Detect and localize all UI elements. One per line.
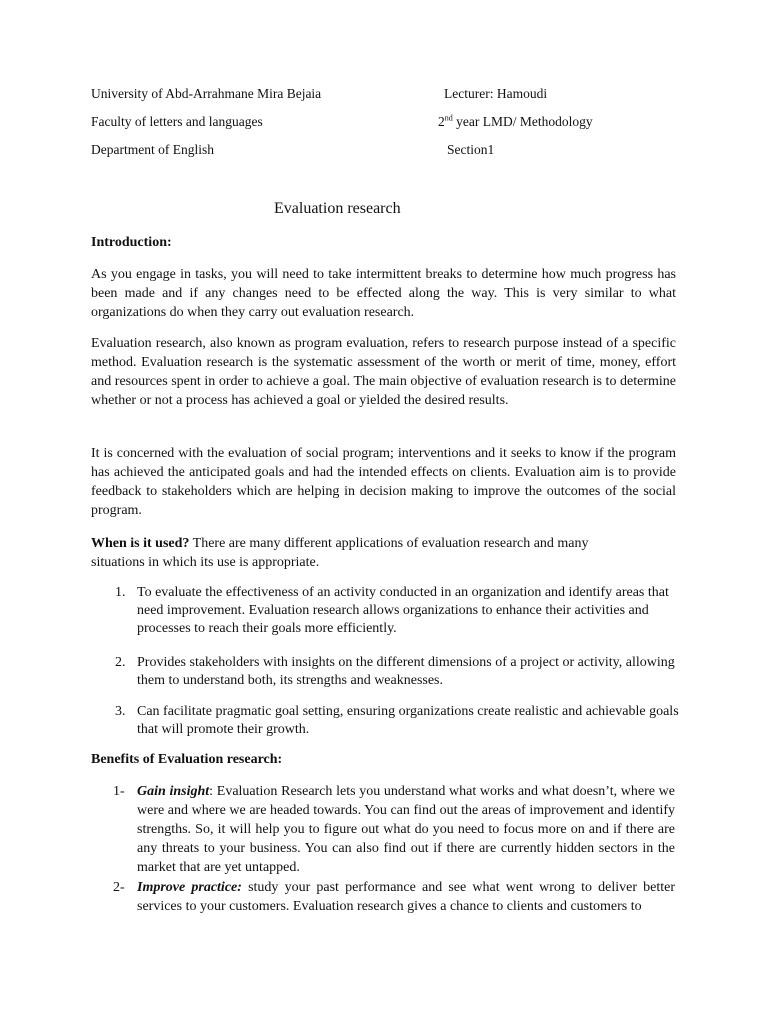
usage-lead: When is it used? bbox=[91, 536, 190, 551]
department-name: Department of English bbox=[91, 142, 214, 157]
list-text: Can facilitate pragmatic goal setting, ensuring organizations create realistic and achievable goals that will promote their growth. bbox=[137, 704, 679, 737]
list-text: To evaluate the effectiveness of an activity conducted in an organization and identify areas that need improvement. Evaluation research allows organizations to enhance their activities and processes to reach their goals more efficiently. bbox=[137, 585, 669, 636]
usage-list-item-3 bbox=[115, 703, 680, 739]
document-title: Evaluation research bbox=[274, 200, 401, 217]
university-name: University of Abd-Arrahmane Mira Bejaia bbox=[91, 86, 322, 101]
benefit-item-2 bbox=[113, 878, 675, 916]
benefit-separator: : bbox=[209, 784, 217, 799]
list-number: 3. bbox=[115, 704, 126, 719]
year-number: 2 bbox=[438, 114, 445, 129]
usage-list-item-1 bbox=[115, 584, 680, 638]
header-row-2 bbox=[91, 114, 691, 132]
section-label: Section1 bbox=[447, 142, 495, 157]
benefit-description: Evaluation Research lets you understand what works and what doesn’t, where we were and where we are headed towards. You can find out the areas of improvement and identify strengths. So, it will help you to figure out what do you need to focus more on and if there are any threats to your business. You can also find out if there are currently hidden sectors in the market that are yet untapped. bbox=[137, 784, 676, 875]
header-row-3 bbox=[91, 142, 691, 160]
list-number: 2. bbox=[115, 655, 126, 670]
benefit-text bbox=[137, 782, 675, 877]
intro-paragraph-3: It is concerned with the evaluation of social program; interventions and it seeks to know if the program has achieved the anticipated goals and had the intended effects on clients. Evaluation aim is to provide feedback to stakeholders which are helping in decision making to improve the outcomes of the social program. bbox=[91, 446, 676, 518]
course-label: year LMD/ Methodology bbox=[452, 114, 593, 129]
benefit-term: Improve practice: bbox=[137, 880, 242, 895]
benefit-term: Gain insight bbox=[137, 784, 210, 799]
benefit-description: study your past performance and see what went wrong to deliver better services to your customers. Evaluation research gives a chance to clients and customers to bbox=[137, 880, 676, 914]
usage-list-item-2 bbox=[115, 654, 680, 690]
benefit-number: 1- bbox=[113, 784, 125, 799]
benefits-heading: Benefits of Evaluation research: bbox=[91, 752, 283, 767]
lecturer-name: Lecturer: Hamoudi bbox=[444, 86, 548, 101]
year-suffix: nd bbox=[444, 113, 453, 123]
usage-paragraph bbox=[91, 534, 636, 572]
list-number: 1. bbox=[115, 585, 126, 600]
benefit-text bbox=[137, 878, 675, 916]
faculty-name: Faculty of letters and languages bbox=[91, 114, 263, 129]
course-year bbox=[438, 114, 593, 130]
introduction-heading: Introduction: bbox=[91, 235, 172, 250]
header-row-1 bbox=[91, 86, 691, 104]
benefit-number: 2- bbox=[113, 880, 125, 895]
list-text: Provides stakeholders with insights on the different dimensions of a project or activity, allowing them to understand both, its strengths and weaknesses. bbox=[137, 655, 675, 688]
usage-text: There are many different applications of evaluation research and many situations in which its use is appropriate. bbox=[91, 536, 589, 570]
benefit-item-1 bbox=[113, 782, 675, 877]
intro-paragraph-2: Evaluation research, also known as program evaluation, refers to research purpose instead of a specific method. Evaluation research is the systematic assessment of the worth or merit of time, money, effort and resources spent in order to achieve a goal. The main objective of evaluation research is to determine whether or not a process has achieved a goal or yielded the desired results. bbox=[91, 336, 676, 408]
intro-paragraph-1: As you engage in tasks, you will need to take intermittent breaks to determine how much progress has been made and if any changes need to be effected along the way. This is very similar to what organizations do when they carry out evaluation research. bbox=[91, 267, 676, 320]
